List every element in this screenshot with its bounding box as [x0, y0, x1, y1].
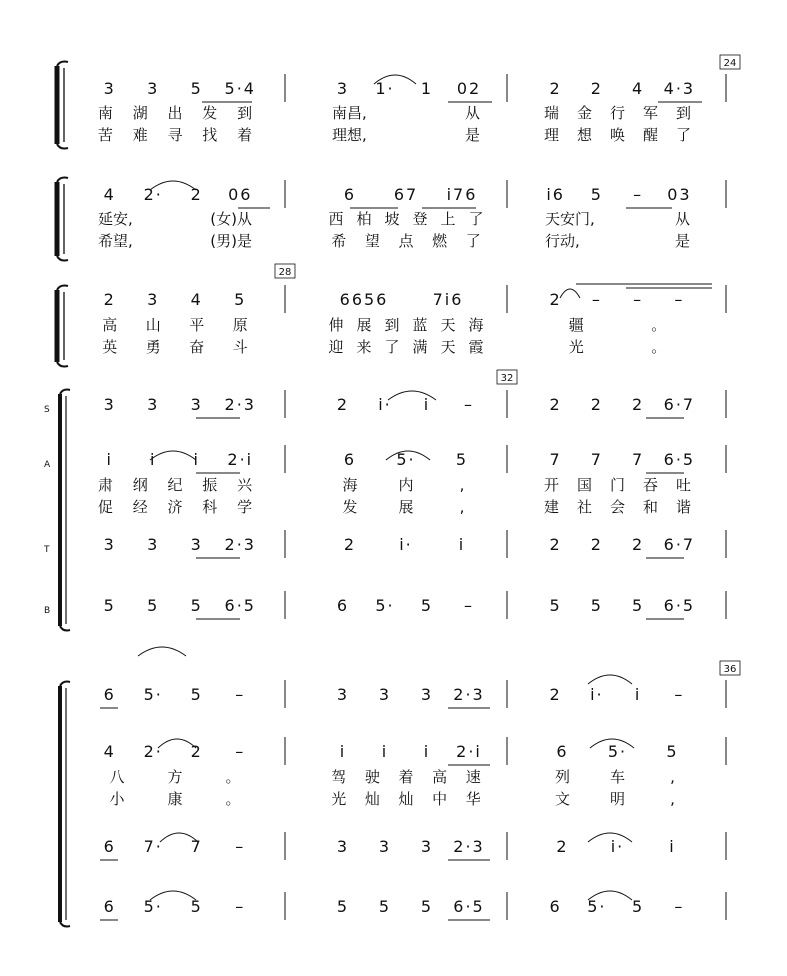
note: 6 — [336, 596, 350, 615]
note: 5·4 — [224, 79, 256, 98]
svg-text:灿: 灿 — [398, 790, 414, 808]
svg-text:出: 出 — [167, 104, 183, 122]
svg-text:纪: 纪 — [167, 476, 183, 494]
lyric-line — [544, 476, 691, 494]
measure-number — [720, 55, 740, 69]
voice-labels — [43, 405, 51, 616]
lyric-line — [98, 476, 253, 494]
svg-text:行: 行 — [609, 104, 626, 122]
note: 1· — [375, 79, 395, 98]
svg-text:点: 点 — [398, 232, 414, 250]
svg-text:吐: 吐 — [675, 476, 692, 494]
note: 4 — [632, 79, 645, 98]
note: 5 — [632, 596, 645, 615]
note: 3 — [103, 395, 116, 414]
note: 7 — [549, 450, 562, 469]
svg-text:36: 36 — [723, 664, 737, 675]
note: 2 — [336, 395, 350, 414]
note: 2·3 — [453, 837, 485, 856]
bracket — [57, 178, 68, 261]
svg-text:24: 24 — [723, 58, 737, 69]
note: 6·5 — [663, 596, 696, 615]
note: 2·i — [456, 742, 482, 761]
lyric-line — [342, 498, 464, 516]
note: 4 — [190, 290, 203, 309]
note: 3 — [420, 837, 434, 856]
note: 5 — [590, 185, 603, 204]
svg-text:内: 内 — [398, 476, 414, 494]
svg-text:军: 军 — [642, 104, 659, 122]
svg-text:(男)是: (男)是 — [210, 232, 252, 250]
measure-number — [720, 661, 740, 675]
note: – — [235, 685, 246, 704]
svg-text:延安,: 延安, — [98, 210, 133, 228]
lyric-line — [342, 476, 464, 494]
note: 7i6 — [432, 290, 464, 309]
lyric-line — [555, 790, 675, 808]
note: 2 — [549, 79, 562, 98]
bracket — [60, 390, 70, 631]
svg-text:伸: 伸 — [328, 316, 344, 334]
note: 2 — [343, 535, 357, 554]
svg-text:山: 山 — [145, 316, 161, 334]
svg-text:32: 32 — [500, 373, 514, 384]
svg-text:奋: 奋 — [189, 338, 205, 356]
lyric-line — [569, 338, 667, 356]
svg-text:,: , — [459, 476, 465, 494]
note: 5 — [190, 79, 203, 98]
note: 03 — [667, 185, 692, 204]
svg-text:。: 。 — [225, 790, 241, 808]
note: 2 — [632, 535, 645, 554]
svg-text:振: 振 — [202, 476, 218, 494]
svg-text:明: 明 — [609, 790, 626, 808]
slur — [138, 647, 186, 656]
note: – — [235, 897, 246, 916]
note: 67 — [393, 185, 419, 204]
note: i — [106, 450, 113, 469]
note: 2 — [632, 395, 645, 414]
note: 2·i — [227, 450, 254, 469]
svg-text:来: 来 — [356, 338, 372, 356]
svg-text:疆: 疆 — [568, 316, 584, 334]
lyric-line — [569, 316, 667, 334]
svg-text:蓝: 蓝 — [412, 316, 428, 334]
note: i· — [378, 395, 392, 414]
note: 5· — [396, 450, 416, 469]
svg-text:经: 经 — [132, 498, 148, 516]
svg-text:苦: 苦 — [97, 126, 113, 144]
note: 3 — [147, 395, 160, 414]
note: 1 — [420, 79, 434, 98]
note: 3 — [147, 290, 160, 309]
note: 5 — [590, 596, 603, 615]
note: 5 — [549, 596, 562, 615]
note: 2 — [549, 535, 562, 554]
lyric-line — [331, 768, 480, 786]
note: 6·5 — [453, 897, 485, 916]
svg-text:行动,: 行动, — [545, 232, 580, 250]
svg-text:高: 高 — [102, 316, 118, 334]
note: 4 — [103, 185, 116, 204]
note: 2 — [590, 79, 603, 98]
svg-text:小: 小 — [109, 790, 125, 808]
svg-text:28: 28 — [278, 267, 292, 278]
note: 02 — [456, 79, 482, 98]
svg-text:吞: 吞 — [642, 476, 659, 494]
note: 3 — [336, 837, 350, 856]
lyric-line — [328, 316, 483, 334]
note: 5 — [103, 596, 116, 615]
note: i — [458, 535, 466, 554]
note: 4·3 — [663, 79, 696, 98]
note: 2 — [549, 395, 562, 414]
lyric-line — [545, 232, 690, 250]
note: 5· — [587, 897, 607, 916]
svg-text:了: 了 — [384, 338, 400, 356]
note: 3 — [190, 535, 203, 554]
svg-text:方: 方 — [167, 768, 183, 786]
note: 5 — [336, 897, 350, 916]
note: 2· — [143, 742, 163, 761]
lyric-line — [544, 126, 691, 144]
svg-text:和: 和 — [642, 498, 659, 516]
svg-text:,: , — [670, 768, 675, 786]
svg-text:学: 学 — [237, 498, 253, 516]
lyric-line — [102, 316, 248, 334]
svg-text:到: 到 — [237, 104, 253, 122]
svg-text:列: 列 — [554, 768, 571, 786]
svg-text:原: 原 — [232, 316, 248, 334]
note: 6·7 — [663, 395, 696, 414]
svg-text:,: , — [459, 498, 465, 516]
svg-text:兴: 兴 — [237, 476, 253, 494]
svg-text:开: 开 — [543, 476, 560, 494]
svg-text:到: 到 — [675, 104, 692, 122]
svg-text:(女)从: (女)从 — [210, 210, 252, 228]
bracket — [60, 682, 70, 927]
note: 2 — [556, 837, 569, 856]
lyric-line — [545, 210, 690, 228]
note: 3 — [147, 79, 160, 98]
svg-text:斗: 斗 — [232, 338, 248, 356]
note: 5· — [607, 742, 628, 761]
note: – — [633, 290, 644, 309]
measure-number — [497, 370, 517, 384]
svg-text:。: 。 — [651, 338, 667, 356]
lyric-line — [98, 498, 252, 516]
note: i — [339, 742, 347, 761]
note: 6 — [103, 685, 116, 704]
svg-text:难: 难 — [132, 126, 148, 144]
svg-text:英: 英 — [102, 338, 118, 356]
svg-text:从: 从 — [674, 210, 690, 228]
note: 6·7 — [663, 535, 696, 554]
note: 7· — [143, 837, 163, 856]
lyric-line — [109, 768, 240, 786]
note: 5· — [143, 685, 163, 704]
note: 06 — [228, 185, 253, 204]
svg-text:了: 了 — [465, 232, 481, 250]
lyric-line — [332, 104, 480, 122]
svg-text:从: 从 — [464, 104, 480, 122]
note: 2 — [549, 290, 562, 309]
svg-text:柏: 柏 — [356, 210, 372, 228]
svg-text:康: 康 — [167, 790, 183, 808]
svg-text:高: 高 — [432, 768, 448, 786]
svg-text:望: 望 — [364, 232, 380, 250]
voice-label-b: B — [44, 606, 51, 616]
svg-text:肃: 肃 — [97, 476, 113, 494]
note: 7 — [632, 450, 645, 469]
svg-text:驶: 驶 — [364, 768, 380, 786]
svg-text:展: 展 — [398, 498, 414, 516]
lyric-line — [331, 790, 480, 808]
lyric-line — [98, 126, 252, 144]
note: i· — [590, 685, 604, 704]
note: – — [674, 897, 685, 916]
note: 3 — [378, 685, 392, 704]
svg-text:霞: 霞 — [468, 338, 484, 356]
note: 6 — [556, 742, 569, 761]
lyric-line — [98, 232, 252, 250]
note: i· — [399, 535, 413, 554]
svg-text:。: 。 — [225, 768, 241, 786]
note: i — [381, 742, 389, 761]
svg-text:文: 文 — [554, 790, 571, 808]
svg-text:燃: 燃 — [432, 232, 448, 250]
svg-text:着: 着 — [237, 126, 253, 144]
svg-text:中: 中 — [432, 790, 448, 808]
note: 5· — [143, 897, 163, 916]
svg-text:发: 发 — [202, 104, 218, 122]
svg-text:海: 海 — [342, 476, 358, 494]
svg-text:光: 光 — [568, 338, 584, 356]
note: 5 — [632, 897, 645, 916]
note: 6 — [549, 897, 562, 916]
svg-text:纲: 纲 — [132, 476, 148, 494]
note: 4 — [103, 742, 116, 761]
svg-text:坡: 坡 — [384, 210, 400, 228]
note: i — [634, 685, 642, 704]
note: 2·3 — [224, 535, 256, 554]
svg-text:着: 着 — [398, 768, 414, 786]
note: 2· — [143, 185, 163, 204]
svg-text:车: 车 — [609, 768, 626, 786]
svg-text:谐: 谐 — [675, 498, 692, 516]
note: – — [235, 837, 246, 856]
svg-text:南昌,: 南昌, — [332, 104, 367, 122]
note: 5 — [455, 450, 469, 469]
note: – — [464, 395, 474, 414]
note: 7 — [190, 837, 203, 856]
svg-text:想: 想 — [576, 126, 593, 144]
slur — [150, 451, 196, 460]
svg-text:速: 速 — [465, 768, 481, 786]
svg-text:理想,: 理想, — [332, 126, 367, 144]
note: 5 — [420, 897, 434, 916]
note: 3 — [103, 535, 116, 554]
svg-text:迎: 迎 — [328, 338, 344, 356]
slur — [588, 675, 632, 684]
note: 6·5 — [663, 450, 696, 469]
note: i· — [610, 837, 625, 856]
svg-text:了: 了 — [675, 126, 692, 144]
svg-text:平: 平 — [189, 316, 205, 334]
svg-text:灿: 灿 — [364, 790, 380, 808]
note: 6·5 — [224, 596, 256, 615]
svg-text:唤: 唤 — [609, 126, 626, 144]
note: i — [150, 450, 157, 469]
svg-text:国: 国 — [576, 476, 593, 494]
lyric-line — [98, 210, 252, 228]
note: 6 — [103, 897, 116, 916]
svg-text:西: 西 — [328, 210, 344, 228]
svg-text:南: 南 — [97, 104, 113, 122]
note: 3 — [147, 535, 160, 554]
note: 2 — [549, 685, 562, 704]
note: 3 — [336, 79, 350, 98]
lyric-line — [102, 338, 248, 356]
note: 5 — [190, 897, 203, 916]
svg-text:金: 金 — [576, 104, 593, 122]
system-brackets — [57, 62, 70, 927]
note: – — [464, 596, 474, 615]
note: 2·3 — [224, 395, 256, 414]
lyric-line — [331, 232, 480, 250]
note: – — [674, 685, 685, 704]
svg-text:天: 天 — [440, 338, 456, 356]
lyric-line — [544, 498, 691, 516]
svg-text:科: 科 — [202, 498, 218, 516]
note: 3 — [420, 685, 434, 704]
lyric-line — [328, 210, 483, 228]
note: 6 — [103, 837, 116, 856]
note: 3 — [378, 837, 392, 856]
svg-text:天: 天 — [440, 316, 456, 334]
svg-text:济: 济 — [167, 498, 183, 516]
note: i — [423, 742, 431, 761]
note: 2 — [190, 185, 203, 204]
svg-text:上: 上 — [440, 210, 456, 228]
lyric-line — [328, 338, 483, 356]
note: – — [235, 742, 246, 761]
svg-text:驾: 驾 — [331, 768, 347, 786]
note: 3 — [103, 79, 116, 98]
svg-text:理: 理 — [543, 126, 560, 144]
svg-text:发: 发 — [342, 498, 358, 516]
svg-text:找: 找 — [202, 126, 218, 144]
voice-label-a: A — [44, 460, 51, 470]
lyric-line — [555, 768, 675, 786]
svg-text:登: 登 — [412, 210, 428, 228]
svg-text:瑞: 瑞 — [543, 104, 560, 122]
bracket — [57, 62, 68, 149]
svg-text:光: 光 — [331, 790, 347, 808]
svg-text:会: 会 — [609, 498, 626, 516]
measure-numbers — [275, 55, 740, 675]
note: 5 — [378, 897, 392, 916]
note: i76 — [446, 185, 478, 204]
note: 6 — [343, 450, 357, 469]
svg-text:八: 八 — [109, 768, 125, 786]
lyric-line — [544, 104, 691, 122]
voice-label-t: T — [44, 545, 50, 555]
note: – — [674, 290, 685, 309]
note: 5· — [375, 596, 395, 615]
lyric-line — [98, 104, 252, 122]
lyric-line — [109, 790, 240, 808]
note: 3 — [336, 685, 350, 704]
slur — [560, 289, 580, 298]
svg-text:海: 海 — [468, 316, 484, 334]
note: 5 — [190, 596, 203, 615]
note: 7 — [590, 450, 603, 469]
svg-text:了: 了 — [468, 210, 484, 228]
svg-text:是: 是 — [464, 126, 480, 144]
svg-text:湖: 湖 — [132, 104, 148, 122]
note: 2 — [190, 742, 203, 761]
measure-number — [275, 264, 295, 278]
svg-text:满: 满 — [412, 338, 428, 356]
note: i — [669, 837, 676, 856]
svg-text:到: 到 — [384, 316, 400, 334]
note: 5 — [234, 290, 247, 309]
svg-text:希: 希 — [331, 232, 347, 250]
note: 2 — [590, 535, 603, 554]
svg-text:建: 建 — [543, 498, 560, 516]
note: 2 — [103, 290, 116, 309]
note: i — [193, 450, 200, 469]
note: i6 — [546, 185, 565, 204]
lyric-line — [332, 126, 480, 144]
svg-text:门: 门 — [609, 476, 626, 494]
note: 5 — [190, 685, 203, 704]
svg-text:促: 促 — [97, 498, 113, 516]
svg-text:勇: 勇 — [145, 338, 161, 356]
svg-text:寻: 寻 — [167, 126, 183, 144]
svg-text:,: , — [670, 790, 675, 808]
svg-text:醒: 醒 — [642, 126, 659, 144]
svg-text:是: 是 — [674, 232, 690, 250]
svg-text:社: 社 — [576, 498, 593, 516]
note: 5 — [147, 596, 160, 615]
svg-text:华: 华 — [465, 790, 481, 808]
note: – — [633, 185, 644, 204]
bracket — [57, 286, 68, 367]
note: 2 — [590, 395, 603, 414]
voice-label-s: S — [44, 405, 50, 415]
note: 5 — [666, 742, 679, 761]
svg-text:希望,: 希望, — [98, 232, 133, 250]
note: i — [423, 395, 431, 414]
svg-text:。: 。 — [651, 316, 667, 334]
note: 2·3 — [453, 685, 485, 704]
note: 3 — [190, 395, 203, 414]
note: 6 — [343, 185, 357, 204]
note: 6656 — [339, 290, 389, 309]
note: 5 — [420, 596, 434, 615]
svg-text:展: 展 — [356, 316, 372, 334]
note: – — [591, 290, 602, 309]
svg-text:天安门,: 天安门, — [545, 210, 595, 228]
